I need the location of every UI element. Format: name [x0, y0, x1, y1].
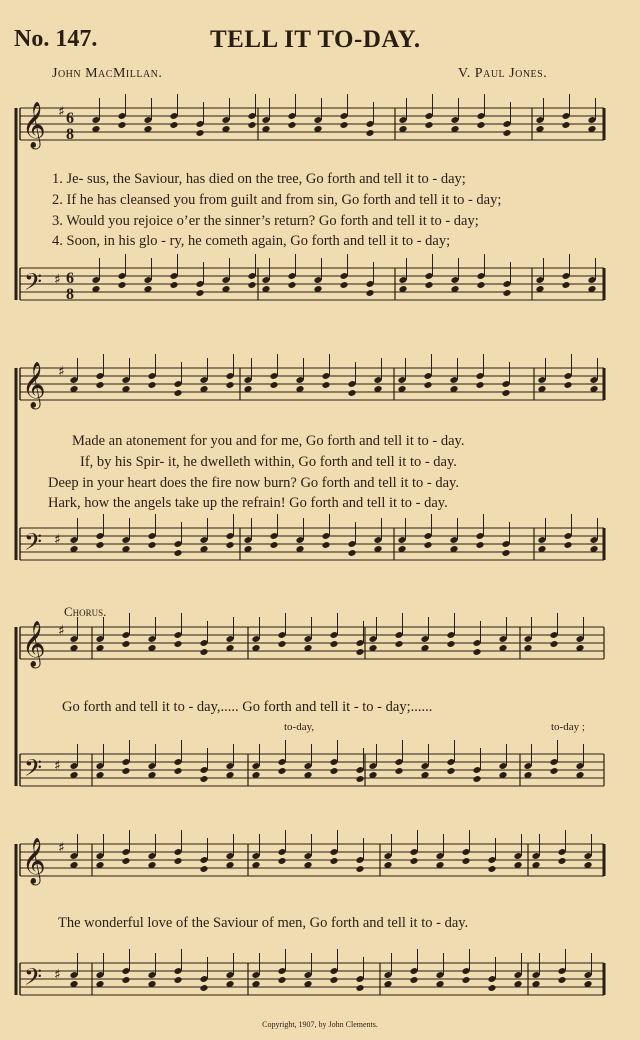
system-2-treble-note [347, 389, 356, 397]
system-4-treble-note [329, 857, 338, 865]
sharp-icon: ♯ [58, 840, 65, 856]
system-4-bass-note [277, 976, 286, 984]
system-1-bass-note [195, 289, 204, 297]
system-2-treble-note [95, 381, 104, 389]
system-4-treble-note [121, 857, 130, 865]
time-signature: 6 [66, 110, 74, 127]
verse-3-line-2: Deep in your heart does the fire now burn? Go forth and tell it to - day. [48, 475, 459, 491]
system-3-treble-note [472, 648, 481, 656]
system-2-treble-note [269, 381, 278, 389]
system-4-treble-note [557, 857, 566, 865]
verse-1-line-2: Made an atonement for you and for me, Go forth and tell it to - day. [72, 433, 465, 449]
chorus-line-1: Go forth and tell it to - day,..... Go forth and tell it - to - day;...... [62, 699, 433, 715]
time-signature: 6 [66, 270, 74, 287]
system-4-treble-note [409, 857, 418, 865]
system-2-treble-note [423, 381, 432, 389]
system-1-bass-note [117, 281, 126, 289]
sharp-icon: ♯ [54, 272, 61, 288]
system-4-bass-note [487, 984, 496, 992]
system-2-treble-note [225, 381, 234, 389]
sharp-icon: ♯ [58, 364, 65, 380]
system-1-bass-note [169, 281, 178, 289]
system-3-bass-note [173, 767, 182, 775]
system-3-bass-note [199, 775, 208, 783]
system-1-treble-note [287, 121, 296, 129]
system-2-bass-note [563, 541, 572, 549]
sharp-icon: ♯ [58, 104, 65, 120]
system-2-bass-note [321, 541, 330, 549]
system-2-bass-note [147, 541, 156, 549]
bass-clef-icon: 𝄢 [24, 754, 43, 787]
system-2-bass-note [225, 541, 234, 549]
system-1-treble-note [339, 121, 348, 129]
system-4-bass-note [199, 984, 208, 992]
system-4-treble-note [173, 857, 182, 865]
system-1-treble-note [424, 121, 433, 129]
treble-clef-icon: 𝄞 [22, 838, 46, 884]
bass-clef-icon: 𝄢 [24, 963, 43, 996]
verse-3-line-1: 3. Would you rejoice o’er the sinner’s return? Go forth and tell it to - day; [52, 213, 479, 229]
system-1-bass-note [502, 289, 511, 297]
chorus-echo-1: to-day, [284, 721, 315, 733]
system-4-bass-note [173, 976, 182, 984]
system-3-bass-note [355, 775, 364, 783]
system-3-bass-note [549, 767, 558, 775]
system-3-treble-note [173, 640, 182, 648]
system-3-treble-note [394, 640, 403, 648]
system-2-treble-note [173, 389, 182, 397]
verse-4-line-1: 4. Soon, in his glo - ry, he cometh again, Go forth and tell it to - day; [52, 233, 451, 249]
system-4-treble-note [487, 865, 496, 873]
system-4-bass-note [329, 976, 338, 984]
system-4-bass-note [557, 976, 566, 984]
system-4-treble-note [277, 857, 286, 865]
system-2-bass-note [475, 541, 484, 549]
system-2-treble-note [501, 389, 510, 397]
system-3-bass-note [446, 767, 455, 775]
system-1-bass-note [339, 281, 348, 289]
bass-clef-icon: 𝄢 [24, 268, 43, 301]
time-signature: 8 [66, 126, 74, 143]
verse-1-line-1: 1. Je- sus, the Saviour, has died on the tree, Go forth and tell it to - day; [52, 171, 466, 187]
system-4-bass-note [355, 984, 364, 992]
system-3-treble-note [199, 648, 208, 656]
author-name: John MacMillan. [52, 66, 163, 81]
system-4-bass-note [121, 976, 130, 984]
bass-clef-icon: 𝄢 [24, 528, 43, 561]
system-2-bass-note [95, 541, 104, 549]
system-1-treble-note [561, 121, 570, 129]
verse-2-line-1: 2. If he has cleansed you from guilt and from sin, Go forth and tell it to - day; [52, 192, 502, 208]
system-1-treble-note [169, 121, 178, 129]
verse-2-line-2: If, by his Spir- it, he dwelleth within, Go forth and tell it to - day. [80, 454, 457, 470]
treble-clef-icon: 𝄞 [22, 362, 46, 408]
system-1-bass-note [561, 281, 570, 289]
treble-clef-icon: 𝄞 [22, 102, 46, 148]
system-1-treble-note [117, 121, 126, 129]
system-1-treble-note [502, 129, 511, 137]
system-2-bass-note [173, 549, 182, 557]
chorus-line-2: The wonderful love of the Saviour of men, Go forth and tell it to - day. [58, 915, 469, 931]
treble-clef-icon: 𝄞 [22, 621, 46, 667]
system-3-bass-note [394, 767, 403, 775]
system-3-bass-note [472, 775, 481, 783]
system-1-bass-note [287, 281, 296, 289]
system-3-treble-note [549, 640, 558, 648]
system-1-treble-note [365, 129, 374, 137]
system-3-treble-note [355, 648, 364, 656]
system-3-treble-note [446, 640, 455, 648]
system-2-treble-note [321, 381, 330, 389]
sharp-icon: ♯ [54, 532, 61, 548]
system-4-treble-note [199, 865, 208, 873]
copyright-notice: Copyright, 1907, by John Clements. [262, 1020, 378, 1029]
system-2-treble-note [147, 381, 156, 389]
system-1-bass-note [365, 289, 374, 297]
system-1-bass-note [424, 281, 433, 289]
sharp-icon: ♯ [54, 967, 61, 983]
system-2-bass-note [347, 549, 356, 557]
sharp-icon: ♯ [58, 623, 65, 639]
system-3-treble-note [121, 640, 130, 648]
hymn-number: No. 147. [14, 26, 98, 52]
system-3-treble-note [329, 640, 338, 648]
system-4-treble-note [461, 857, 470, 865]
system-3-bass-note [277, 767, 286, 775]
system-4-bass-note [409, 976, 418, 984]
system-1-treble-note [195, 129, 204, 137]
time-signature: 8 [66, 286, 74, 303]
system-1-bass-note [247, 281, 256, 289]
composer-name: V. Paul Jones. [458, 66, 548, 81]
system-3-bass-note [329, 767, 338, 775]
system-2-bass-note [269, 541, 278, 549]
chorus-echo-2: to-day ; [551, 721, 585, 733]
system-4-bass-note [461, 976, 470, 984]
sharp-icon: ♯ [54, 758, 61, 774]
verse-4-line-2: Hark, how the angels take up the refrain! Go forth and tell it to - day. [48, 495, 448, 511]
system-2-bass-note [423, 541, 432, 549]
system-1-treble-note [247, 121, 256, 129]
system-3-bass-note [121, 767, 130, 775]
system-2-treble-note [563, 381, 572, 389]
system-1-bass-note [476, 281, 485, 289]
system-4-treble-note [355, 865, 364, 873]
chorus-label: Chorus. [64, 604, 107, 619]
system-1-treble-note [476, 121, 485, 129]
system-3-treble-note [277, 640, 286, 648]
system-2-bass-note [501, 549, 510, 557]
hymn-title: TELL IT TO-DAY. [210, 26, 421, 53]
system-2-treble-note [475, 381, 484, 389]
